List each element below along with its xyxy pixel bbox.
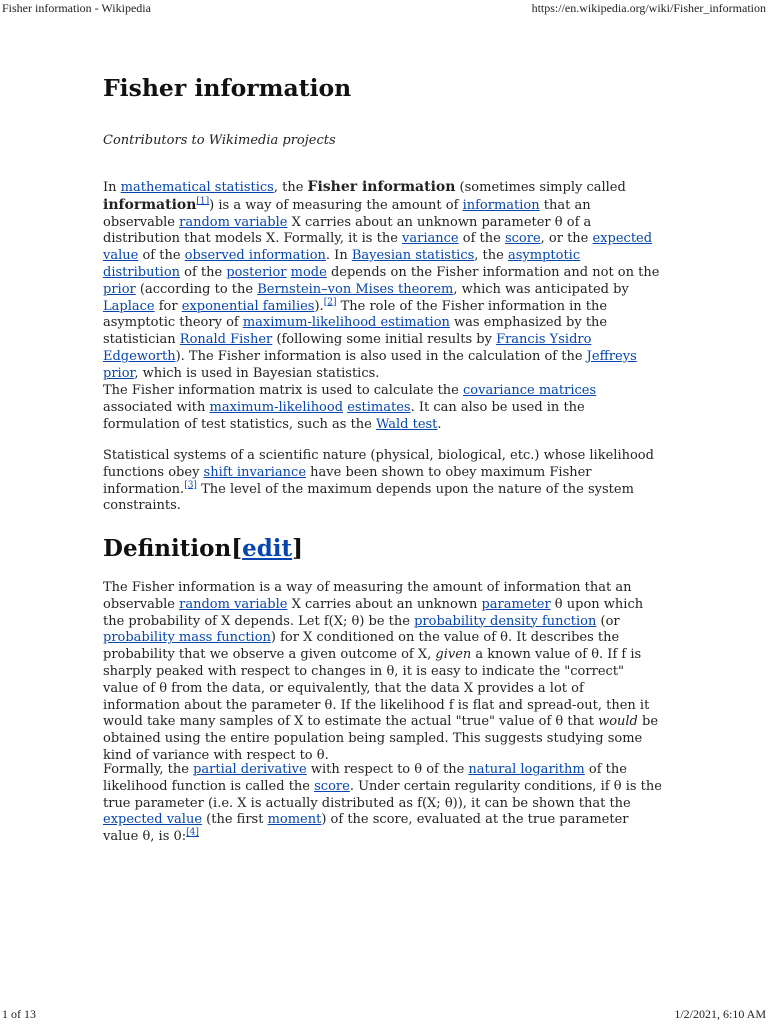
ref-3[interactable]: [3] bbox=[184, 480, 197, 491]
link-jeffreys-prior[interactable]: Jeffreys prior bbox=[103, 348, 637, 381]
link-mathematical-statistics[interactable]: mathematical statistics bbox=[120, 180, 274, 195]
bold-information: information bbox=[103, 196, 197, 213]
definition-paragraph: The Fisher information is a way of measuring the amount of information that an observable random variable X carries about an unknown parameter θ upon which the probability of X depends. Let f(X; θ) be the probability density function (or probability mass function) for X conditioned on the value of θ. It describes the probability that we observe a given outcome of X, given a known value of θ. If f is sharply peaked with respect to changes in θ, it is easy to indicate the "correct" value of θ from the data, or equivalently, that the data X provides a lot of information about the parameter θ. If the likelihood f is flat and spread-out, then it would take many samples of X to estimate the actual "true" value of θ that would be obtained using the entire population being sampled. This suggests studying some kind of variance with respect to θ. bbox=[103, 580, 659, 763]
matrix-paragraph: The Fisher information matrix is used to calculate the covariance matrices associated with maximum-likelihood estimates. It can also be used in the formulation of test statistics, such as the Wald test. bbox=[103, 383, 597, 432]
link-prior[interactable]: prior bbox=[103, 281, 136, 297]
browser-tab-title: Fisher information - Wikipedia bbox=[2, 1, 151, 15]
ref-2[interactable]: [2] bbox=[323, 297, 337, 308]
ref-1[interactable]: [1] bbox=[196, 196, 210, 207]
link-shift-invariance[interactable]: shift invariance bbox=[203, 464, 307, 480]
link-wald-test[interactable]: Wald test bbox=[376, 416, 438, 432]
edit-link[interactable]: edit bbox=[242, 535, 293, 562]
link-covariance-matrices[interactable]: covariance matrices bbox=[463, 383, 597, 398]
link-variance[interactable]: variance bbox=[402, 231, 459, 247]
link-estimates[interactable]: estimates bbox=[347, 399, 411, 415]
link-parameter[interactable]: parameter bbox=[481, 596, 551, 612]
link-moment[interactable]: moment bbox=[267, 812, 322, 828]
link-natural-logarithm[interactable]: natural logarithm bbox=[468, 762, 585, 777]
link-maximum-likelihood[interactable]: maximum-likelihood bbox=[209, 399, 344, 415]
link-exponential-families[interactable]: exponential families bbox=[181, 298, 315, 314]
link-laplace[interactable]: Laplace bbox=[103, 298, 155, 314]
systems-paragraph: Statistical systems of a scientific nature (physical, biological, etc.) whose likelihood functions obey shift invariance have been shown to obey maximum Fisher information.[3] The level of the maximum depends upon the nature of the system constraints. bbox=[103, 448, 654, 514]
link-posterior[interactable]: posterior bbox=[226, 264, 287, 280]
link-score-2[interactable]: score bbox=[314, 778, 350, 794]
link-information[interactable]: information bbox=[462, 197, 540, 213]
link-asymptotic-distribution[interactable]: asymptotic distribution bbox=[103, 248, 581, 280]
ref-4[interactable]: [4] bbox=[186, 827, 199, 838]
link-expected-value-2[interactable]: expected value bbox=[103, 812, 203, 828]
link-score[interactable]: score bbox=[504, 231, 541, 247]
link-bayesian-statistics[interactable]: Bayesian statistics bbox=[351, 248, 475, 264]
page-title: Fisher information bbox=[103, 74, 352, 102]
page-counter: 1 of 13 bbox=[2, 1007, 36, 1021]
link-bernstein-von-mises[interactable]: Bernstein–von Mises theorem bbox=[257, 281, 454, 297]
link-expected-value[interactable]: expected value bbox=[103, 231, 653, 264]
link-edgeworth[interactable]: Francis Ysidro Edgeworth bbox=[103, 332, 592, 364]
link-maximum-likelihood-estimation[interactable]: maximum-likelihood estimation bbox=[242, 315, 450, 331]
intro-paragraph: In mathematical statistics, the Fisher information (sometimes simply called information[1]) is a way of measuring the amount of information that an observable random variable X carries about an unknown parameter θ of a distribution that models X. Formally, it is the variance of the score, or the expected value of the observed information. In Bayesian statistics, the asymptotic distribution of the posterior mode depends on the Fisher information and not on the prior (according to the Bernstein–von Mises theorem, which was anticipated by Laplace for exponential families).[2] The role of the Fisher information in the asymptotic theory of maximum-likelihood estimation was emphasized by the statistician Ronald Fisher (following some initial results by Francis Ysidro Edgeworth). The Fisher information is also used in the calculation of the Jeffreys prior, which is used in Bayesian statistics. bbox=[103, 179, 660, 381]
link-ronald-fisher[interactable]: Ronald Fisher bbox=[179, 332, 273, 348]
link-random-variable-2[interactable]: random variable bbox=[179, 596, 288, 612]
link-partial-derivative[interactable]: partial derivative bbox=[193, 762, 307, 777]
definition-heading: Definition[edit] bbox=[103, 535, 304, 562]
byline: Contributors to Wikimedia projects bbox=[103, 133, 336, 148]
link-observed-information[interactable]: observed information bbox=[184, 248, 326, 264]
score-paragraph: Formally, the partial derivative with respect to θ of the natural logarithm of the likelihood function is called the score. Under certain regularity conditions, if θ is the true parameter (i.e. X is actually distributed as f(X; θ)), it can be shown that the expected value (the first moment) of the score, evaluated at the true parameter value θ, is 0:[4] bbox=[103, 762, 662, 845]
link-mode[interactable]: mode bbox=[290, 264, 327, 280]
bold-fisher-information: Fisher information bbox=[307, 179, 456, 195]
link-random-variable[interactable]: random variable bbox=[179, 214, 288, 230]
link-probability-mass-function[interactable]: probability mass function bbox=[103, 630, 271, 646]
print-datetime: 1/2/2021, 6:10 AM bbox=[674, 1007, 766, 1021]
page-url: https://en.wikipedia.org/wiki/Fisher_information bbox=[531, 1, 766, 15]
link-probability-density-function[interactable]: probability density function bbox=[414, 613, 597, 629]
